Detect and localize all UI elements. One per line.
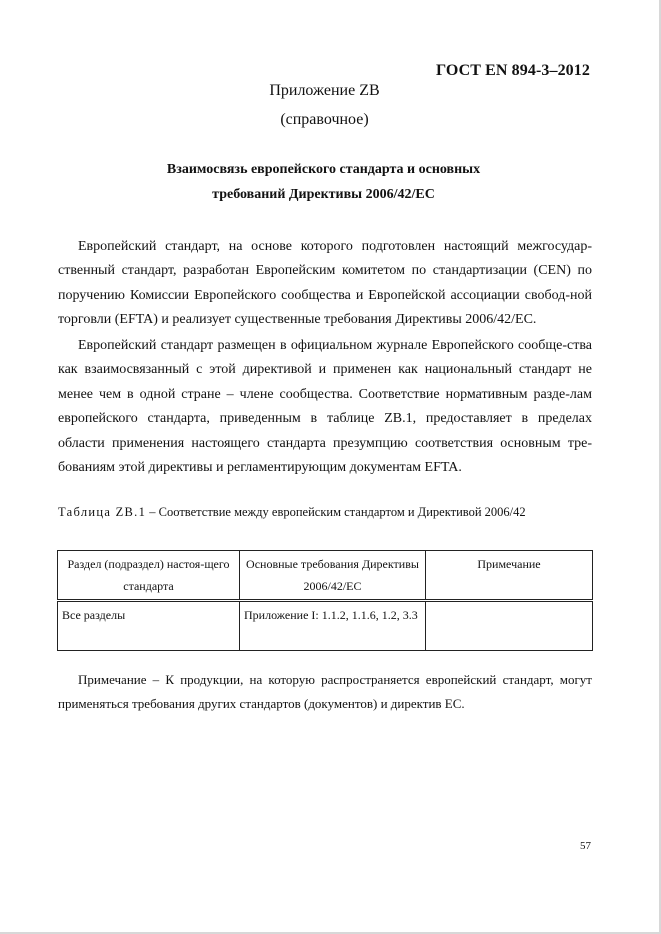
header-cell-section: Раздел (подраздел) настоя-щего стандарта	[58, 551, 240, 601]
header-cell-requirements: Основные требования Директивы 2006/42/ЕС	[240, 551, 426, 601]
correspondence-table	[57, 550, 593, 651]
annex-type: (справочное)	[280, 111, 369, 128]
table-row	[58, 601, 593, 651]
cell-section: Все разделы	[58, 601, 240, 651]
page-number: 57	[580, 840, 591, 852]
table-header-row	[58, 551, 593, 601]
table-caption	[58, 505, 526, 520]
cell-note	[426, 601, 593, 651]
header-cell-note: Примечание	[426, 551, 593, 601]
section-title-line-2: требований Директивы 2006/42/ЕС	[212, 187, 435, 202]
document-code: ГОСТ EN 894-3–2012	[435, 62, 590, 79]
cell-requirements: Приложение I: 1.1.2, 1.1.6, 1.2, 3.3	[240, 601, 426, 651]
table-caption-label: Таблица ZB.1	[58, 505, 147, 519]
annex-title: Приложение ZB	[269, 82, 380, 99]
body-paragraph-2: Европейский стандарт размещен в официальном журнале Европейского сообще-ства как взаимосвязанный с этой директивой и применен как национальный стандарт не менее чем в одной стране – члене сообщества. Соответствие нормативным разде-лам европейского стандарта, приведенным в таблице ZB.1, предоставляет в пределах области применения настоящего стандарта презумпцию соответствия основным тре-бованиям этой директивы и регламентирующим документам EFTA.	[58, 338, 592, 476]
note-paragraph: Примечание – К продукции, на которую распространяется европейский стандарт, могут применяться требования других стандартов (документов) и директив ЕС.	[58, 672, 592, 711]
section-title-line-1: Взаимосвязь европейского стандарта и основных	[166, 162, 481, 177]
table-caption-text: – Соответствие между европейским стандартом и Директивой 2006/42	[146, 505, 526, 519]
body-paragraph-1: Европейский стандарт, на основе которого подготовлен настоящий межгосудар-ственный стандарт, разработан Европейским комитетом по стандартизации (CEN) по поручению Комиссии Европейского сообщества и Европейской ассоциации свобод-ной торговли (EFTA) и реализует существенные требования Директивы 2006/42/ЕС.	[58, 239, 592, 328]
